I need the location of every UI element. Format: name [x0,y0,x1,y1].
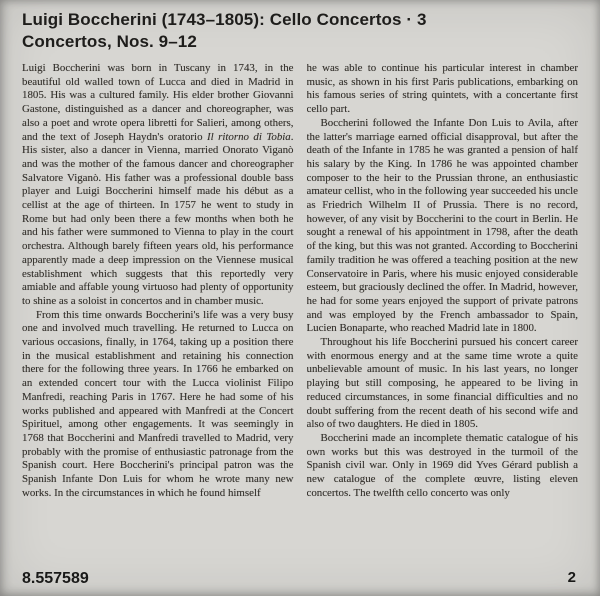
paragraph-text: . His sister, also a dancer in Vienna, married Onorato Viganò and was the mother of the famous dancer and choreographer Salvatore Viganò. His father was a professional double bass player and Luigi Boccherini himself made his début as a cellist at the age of thirteen. In 1757 he went to study in Rome but had only been there a few months when both he and his father were summoned to Vienna to play in the court orchestra. Although barely fifteen years old, his performance apparently made a deep impression on the Viennese musical establishment which suggests that this reportedly very amiable and affable young virtuoso had plenty of opportunity to shine as a soloist in concertos and in chamber music. [22,130,294,307]
page-title [22,9,580,53]
right-column [307,62,579,562]
paragraph-biography-2: From this time onwards Boccherini's life was a very busy one and involved much travelling. He returned to Lucca on various occasions, finally, in 1764, taking up a position there in the musical establishment and retaining his connection there for the following three years. In 1766 he embarked on an extended concert tour with the Lucca violinist Filipo Manfredi, reaching Paris in 1767. Here he had some of his works published and appeared with Manfredi at the Concert Spirituel, among other engagements. It was seemingly in 1768 that Boccherini and Manfredi travelled to Madrid, very probably with the promise of enthusiastic patronage from the Spanish court. Here Boccherini's principal patron was the Spanish Infante Don Luis for whom he wrote many new works. In the circumstances in which he found himself [22,308,294,499]
catalogue-number: 8.557589 [22,570,89,587]
page-number: 2 [567,569,576,586]
paragraph-text: Luigi Boccherini was born in Tuscany in 1743, in the beautiful old walled town of Lucca and died in Madrid in 1805. His was a cultured family. His elder brother Giovanni Gastone, distinguished as a dancer and choreographer, was also a poet and wrote opera libretti for Salieri, among others, and the text of Joseph Haydn's oratorio [22,62,294,143]
paragraph-career: Throughout his life Boccherini pursued his concert career with enormous energy and at the same time wrote a quite unbelievable amount of music. In his last years, no longer playing but still composing, he appeared to be living in reduced circumstances, in some financial difficulties and no doubt suffering from the recent death of his second wife and also of two daughters. He died in 1805. [306,336,578,431]
text-columns [22,62,578,562]
left-column [22,62,294,562]
italic-work-title: Il ritorno di Tobia [206,130,291,143]
paragraph-continuation: he was able to continue his particular interest in chamber music, as shown in his first Paris publications, embarking on his famous series of string quintets, with a concertante first cello part. [306,62,578,116]
title-line-2: Concertos, Nos. 9–12 [22,32,197,51]
paragraph-infante: Boccherini followed the Infante Don Luis to Avila, after the latter's marriage earned official disapproval, but after the death of the Infante in 1785 he was granted a pension of half his salary by the King. In 1786 he was appointed chamber composer to the heir to the Prussian throne, an enthusiastic amateur cellist, who in the following year succeeded his uncle as Friedrich Wilhelm II of Prussia. There is no record, however, of any visit by Boccherini to the court in Berlin. He sought a renewal of his appointment in 1798, after the death of the king, but this was not granted. According to Boccherini family tradition he was offered a teaching position at the new Conservatoire in Paris, where his music enjoyed considerable esteem, but graciously declined the offer. In Madrid, however, he had for some years enjoyed the support of private patrons and was employed by the French ambassador to Spain, Lucien Bonaparte, who reached Madrid late in 1800. [306,116,578,335]
title-line-1: Luigi Boccherini (1743–1805): Cello Concertos · 3 [22,10,427,29]
paragraph-biography-1 [22,62,294,309]
paragraph-catalogue: Boccherini made an incomplete thematic catalogue of his own works but this was destroyed in the turmoil of the Spanish civil war. Only in 1969 did Yves Gérard publish a new catalogue of the complete œuvre, listing eleven concertos. The twelfth cello concerto was only [306,431,578,499]
